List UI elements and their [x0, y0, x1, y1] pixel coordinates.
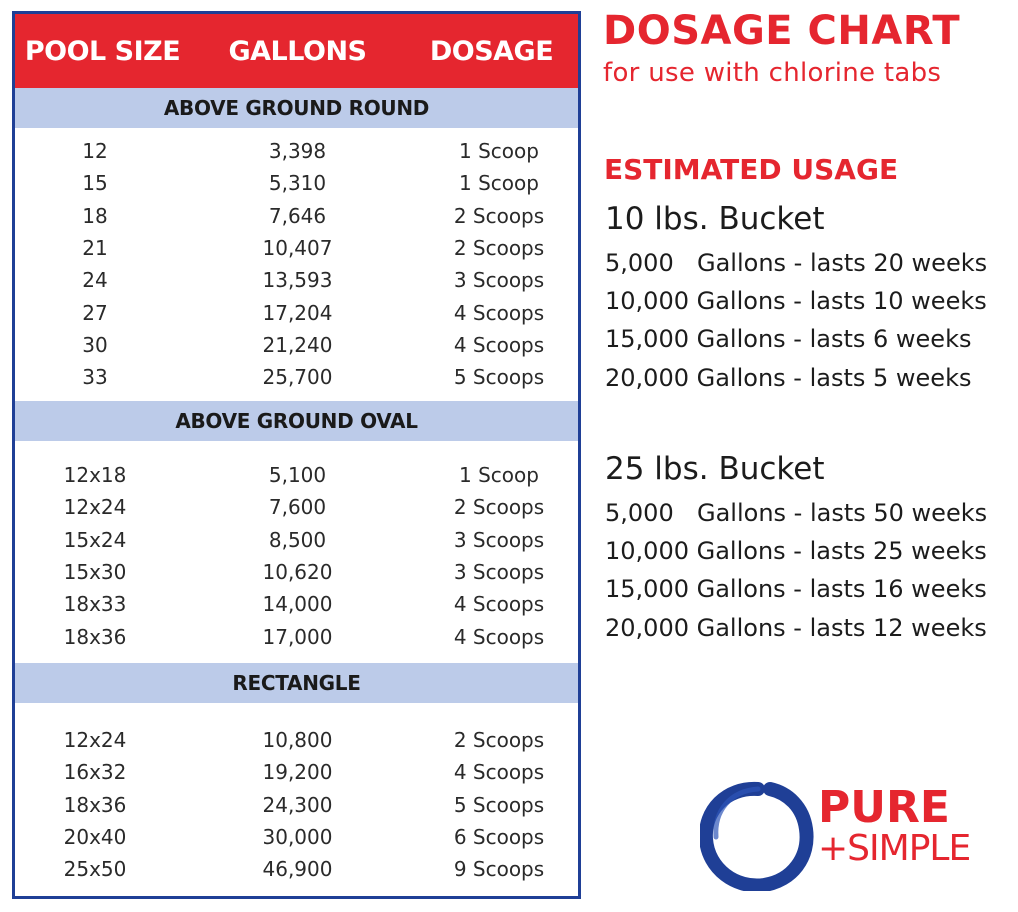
table-row	[15, 167, 578, 199]
usage-amount: 15,000	[605, 575, 689, 603]
pool-size-cell: 16x32	[63, 760, 127, 785]
pool-size-cell: 15	[82, 171, 108, 196]
dosage-cell: 2 Scoops	[453, 495, 545, 520]
table-row	[15, 524, 578, 556]
dosage-table	[12, 11, 581, 899]
gallons-cell: 5,310	[268, 171, 327, 196]
gallons-cell: 10,620	[262, 560, 333, 585]
table-row	[15, 853, 578, 885]
table-row	[15, 135, 578, 167]
pool-size-cell: 30	[82, 332, 108, 357]
section-header-above-ground-oval: ABOVE GROUND OVAL	[15, 401, 578, 441]
dosage-cell: 2 Scoops	[453, 728, 545, 753]
logo-text-simple: +SIMPLE	[818, 828, 971, 869]
dosage-cell: 1 Scoop	[459, 463, 539, 488]
page-title: DOSAGE CHART	[603, 8, 961, 54]
table-row	[15, 789, 578, 821]
usage-text: Gallons - lasts 6 weeks	[696, 325, 972, 353]
dosage-cell: 4 Scoops	[453, 332, 545, 357]
section-rows-oval	[15, 441, 578, 663]
pool-size-cell: 12x18	[63, 463, 127, 488]
usage-line	[605, 499, 987, 527]
usage-text: Gallons - lasts 20 weeks	[697, 249, 988, 277]
gallons-cell: 7,600	[268, 495, 327, 520]
dosage-cell: 1 Scoop	[459, 139, 539, 164]
usage-line	[605, 575, 987, 603]
usage-text: Gallons - lasts 10 weeks	[696, 287, 987, 315]
usage-line	[605, 249, 987, 277]
gallons-cell: 25,700	[262, 365, 333, 390]
dosage-cell: 2 Scoops	[453, 203, 545, 228]
column-header-gallons: GALLONS	[228, 35, 367, 67]
usage-amount: 20,000	[605, 364, 689, 392]
gallons-cell: 21,240	[262, 332, 333, 357]
gallons-cell: 30,000	[262, 825, 333, 850]
table-row	[15, 296, 578, 328]
pool-size-cell: 12x24	[63, 495, 127, 520]
usage-amount: 5,000	[605, 499, 674, 527]
table-row	[15, 459, 578, 491]
gallons-cell: 10,800	[262, 728, 333, 753]
column-header-dosage: DOSAGE	[429, 35, 554, 67]
section-rows-round	[15, 128, 578, 401]
usage-amount: 10,000	[605, 287, 689, 315]
usage-line	[605, 614, 987, 642]
table-row	[15, 588, 578, 620]
gallons-cell: 10,407	[262, 236, 333, 261]
gallons-cell: 14,000	[262, 592, 333, 617]
dosage-cell: 3 Scoops	[453, 527, 545, 552]
usage-line	[605, 537, 987, 565]
pool-size-cell: 12x24	[63, 728, 127, 753]
dosage-cell: 6 Scoops	[453, 825, 545, 850]
table-row	[15, 329, 578, 361]
bucket-title-25lbs: 25 lbs. Bucket	[605, 451, 825, 487]
dosage-cell: 9 Scoops	[453, 857, 545, 882]
pool-size-cell: 20x40	[63, 825, 127, 850]
table-row	[15, 200, 578, 232]
usage-line	[605, 364, 971, 392]
gallons-cell: 8,500	[268, 527, 327, 552]
pool-size-cell: 15x30	[63, 560, 127, 585]
table-row	[15, 620, 578, 652]
gallons-cell: 17,204	[262, 300, 333, 325]
pool-size-cell: 24	[82, 268, 108, 293]
column-header-pool-size: POOL SIZE	[24, 35, 181, 67]
gallons-cell: 17,000	[262, 624, 333, 649]
bucket-title-10lbs: 10 lbs. Bucket	[605, 201, 825, 237]
dosage-cell: 3 Scoops	[453, 268, 545, 293]
gallons-cell: 7,646	[268, 203, 327, 228]
pool-size-cell: 18x36	[63, 792, 127, 817]
usage-text: Gallons - lasts 5 weeks	[696, 364, 972, 392]
usage-text: Gallons - lasts 12 weeks	[696, 614, 987, 642]
pool-size-cell: 25x50	[63, 857, 127, 882]
pool-size-cell: 27	[82, 300, 108, 325]
usage-text: Gallons - lasts 50 weeks	[697, 499, 988, 527]
logo-text-pure: PURE	[818, 782, 950, 833]
table-row	[15, 724, 578, 756]
dosage-cell: 1 Scoop	[459, 171, 539, 196]
usage-amount: 5,000	[605, 249, 674, 277]
pool-size-cell: 15x24	[63, 527, 127, 552]
table-row	[15, 556, 578, 588]
section-rows-rectangle	[15, 703, 578, 885]
dosage-cell: 4 Scoops	[453, 300, 545, 325]
pool-size-cell: 18	[82, 203, 108, 228]
gallons-cell: 46,900	[262, 857, 333, 882]
dosage-cell: 4 Scoops	[453, 592, 545, 617]
usage-line	[605, 325, 971, 353]
pool-size-cell: 33	[82, 365, 108, 390]
table-row	[15, 361, 578, 393]
dosage-cell: 5 Scoops	[453, 365, 545, 390]
usage-amount: 15,000	[605, 325, 689, 353]
gallons-cell: 3,398	[268, 139, 327, 164]
gallons-cell: 13,593	[262, 268, 333, 293]
usage-line	[605, 287, 987, 315]
pool-size-cell: 12	[82, 139, 108, 164]
table-row	[15, 264, 578, 296]
dosage-cell: 5 Scoops	[453, 792, 545, 817]
gallons-cell: 5,100	[268, 463, 327, 488]
usage-text: Gallons - lasts 25 weeks	[696, 537, 987, 565]
usage-heading: ESTIMATED USAGE	[604, 153, 899, 186]
usage-amount: 10,000	[605, 537, 689, 565]
page-subtitle: for use with chlorine tabs	[603, 58, 942, 88]
dosage-cell: 4 Scoops	[453, 624, 545, 649]
pool-size-cell: 18x33	[63, 592, 127, 617]
dosage-cell: 3 Scoops	[453, 560, 545, 585]
section-header-rectangle: RECTANGLE	[15, 663, 578, 703]
table-row	[15, 232, 578, 264]
pool-size-cell: 18x36	[63, 624, 127, 649]
usage-amount: 20,000	[605, 614, 689, 642]
usage-text: Gallons - lasts 16 weeks	[696, 575, 987, 603]
table-row	[15, 821, 578, 853]
table-row	[15, 491, 578, 523]
pool-size-cell: 21	[82, 236, 108, 261]
dosage-cell: 2 Scoops	[453, 236, 545, 261]
table-header	[15, 14, 578, 88]
gallons-cell: 24,300	[262, 792, 333, 817]
dosage-cell: 4 Scoops	[453, 760, 545, 785]
gallons-cell: 19,200	[262, 760, 333, 785]
section-header-above-ground-round: ABOVE GROUND ROUND	[15, 88, 578, 128]
table-row	[15, 756, 578, 788]
